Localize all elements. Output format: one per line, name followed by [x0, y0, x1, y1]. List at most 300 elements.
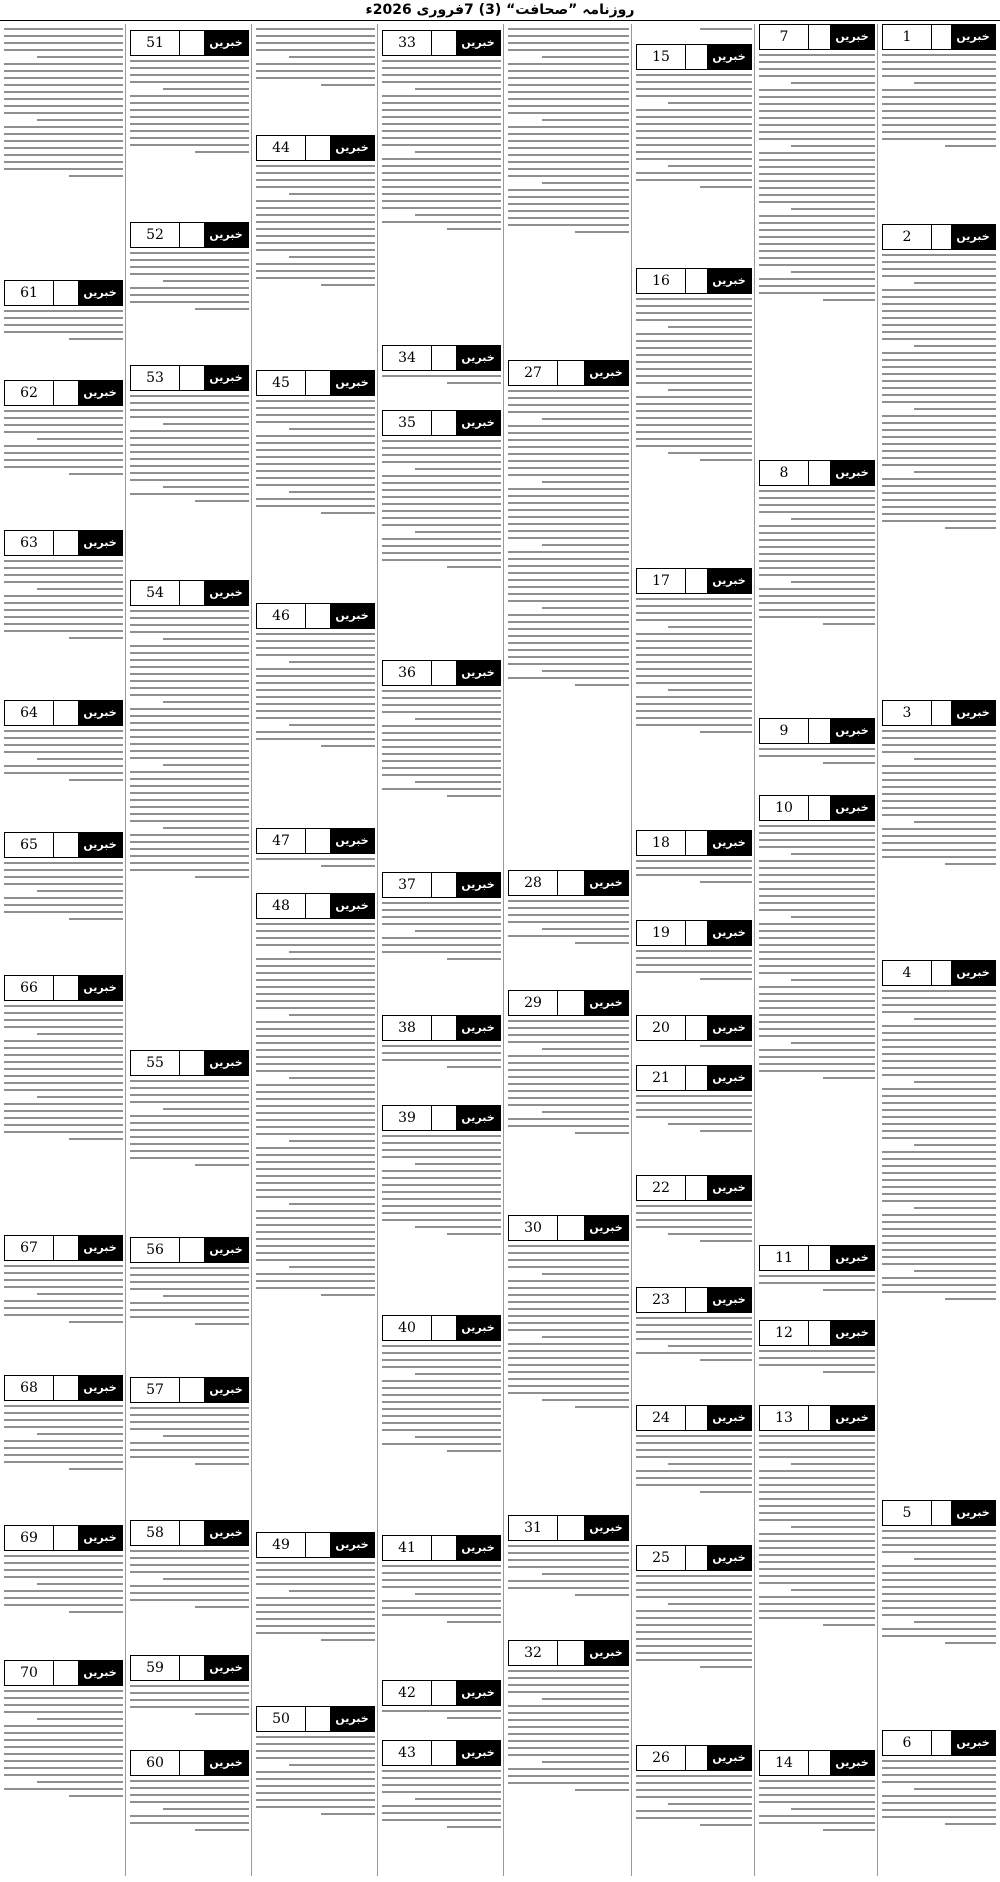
news-item-label: خبریں: [707, 1746, 751, 1770]
news-item-header-blank: [686, 1066, 707, 1090]
news-item-number: 47: [257, 829, 306, 853]
news-column: [757, 24, 878, 1876]
news-item-header-blank: [558, 1516, 584, 1540]
news-item-header-blank: [809, 1751, 830, 1775]
news-item-header: [636, 268, 752, 294]
news-item-text-block: [382, 1710, 501, 1736]
news-column: [506, 24, 632, 1876]
news-item-number: 25: [637, 1546, 686, 1570]
news-item-number: 50: [257, 1707, 306, 1731]
news-item-number: 22: [637, 1176, 686, 1200]
news-item-header-blank: [432, 661, 456, 685]
news-item-label: خبریں: [78, 1236, 122, 1260]
news-item: [636, 920, 752, 1011]
news-item-number: 53: [131, 366, 180, 390]
news-item-text-block: [130, 395, 249, 576]
news-column: [254, 24, 378, 1876]
news-item-header: [636, 1287, 752, 1313]
news-item-header-blank: [558, 991, 584, 1015]
news-item-label: خبریں: [951, 25, 995, 49]
news-item-header-blank: [686, 1546, 707, 1570]
news-item-text-block: [882, 54, 996, 220]
news-item-header: [382, 660, 501, 686]
news-item: [256, 828, 375, 889]
news-item-label: خبریں: [951, 1501, 995, 1525]
news-item-number: 13: [760, 1406, 809, 1430]
news-item: [382, 872, 501, 1011]
news-item-header: [4, 530, 123, 556]
news-item-header-blank: [809, 25, 830, 49]
news-item-header-blank: [686, 45, 707, 69]
news-item-header: [4, 1235, 123, 1261]
news-item-number: 28: [509, 871, 558, 895]
news-item-number: 41: [383, 1536, 432, 1560]
news-item-label: خبریں: [204, 366, 248, 390]
news-item-header: [636, 1405, 752, 1431]
news-item-text-block: [256, 28, 375, 131]
news-item-header: [508, 1515, 629, 1541]
news-item-number: 11: [760, 1246, 809, 1270]
news-item-label: خبریں: [456, 1536, 500, 1560]
news-item-header-blank: [686, 1406, 707, 1430]
news-item-text-block: [4, 862, 123, 971]
news-item-header: [759, 1245, 875, 1271]
news-item-label: خبریں: [330, 371, 374, 395]
news-item: [882, 1500, 996, 1726]
news-item-header: [508, 990, 629, 1016]
news-item-number: 30: [509, 1216, 558, 1240]
news-item: [636, 568, 752, 826]
news-item-text-block: [759, 490, 875, 714]
news-item-label: خبریں: [830, 796, 874, 820]
news-item-label: خبریں: [707, 831, 751, 855]
news-item-text-block: [636, 74, 752, 264]
news-item-header: [130, 222, 249, 248]
news-item-header: [382, 345, 501, 371]
news-item-header: [382, 1680, 501, 1706]
news-item-label: خبریں: [456, 1741, 500, 1765]
news-item-header: [256, 1706, 375, 1732]
news-item-label: خبریں: [204, 31, 248, 55]
news-item-label: خبریں: [204, 581, 248, 605]
news-item-header: [882, 24, 996, 50]
news-item-number: 58: [131, 1521, 180, 1545]
news-item-header: [882, 224, 996, 250]
news-item: [256, 1706, 375, 1872]
news-item: [4, 975, 123, 1231]
news-item-header: [130, 580, 249, 606]
news-item-header-blank: [432, 346, 456, 370]
news-item-header: [130, 30, 249, 56]
news-item-text-block: [130, 1685, 249, 1746]
news-item-header: [4, 380, 123, 406]
news-item-label: خبریں: [456, 1681, 500, 1705]
news-item-header: [256, 828, 375, 854]
news-item-header: [256, 1532, 375, 1558]
news-item-number: 49: [257, 1533, 306, 1557]
news-item-header-blank: [306, 894, 330, 918]
news-item-number: 27: [509, 361, 558, 385]
news-item-number: 14: [760, 1751, 809, 1775]
news-item-text-block: [882, 1760, 996, 1872]
news-item-text-block: [130, 1267, 249, 1373]
news-item-label: خبریں: [456, 661, 500, 685]
news-item-number: 12: [760, 1321, 809, 1345]
news-item-header: [4, 1660, 123, 1686]
news-item: [759, 460, 875, 714]
news-item-number: 40: [383, 1316, 432, 1340]
news-item-label: خبریں: [830, 1246, 874, 1270]
news-item-text-block: [382, 60, 501, 341]
news-item: [636, 1015, 752, 1061]
news-item-header-blank: [432, 31, 456, 55]
news-item-text-block: [382, 1345, 501, 1531]
news-item-text-block: [636, 1575, 752, 1741]
news-item-header: [636, 1065, 752, 1091]
news-item-label: خبریں: [78, 381, 122, 405]
news-item-label: خبریں: [330, 1533, 374, 1557]
news-item-label: خبریں: [456, 31, 500, 55]
news-item-label: خبریں: [707, 1176, 751, 1200]
news-item: [759, 718, 875, 791]
news-item-header-blank: [180, 1378, 204, 1402]
news-item-header: [759, 718, 875, 744]
news-item-text-block: [382, 1045, 501, 1101]
news-item-header-blank: [54, 1376, 78, 1400]
news-item-number: 31: [509, 1516, 558, 1540]
news-item-header-blank: [809, 461, 830, 485]
news-item-header-blank: [932, 1731, 951, 1755]
news-item: [508, 870, 629, 986]
news-item-header: [130, 1050, 249, 1076]
news-item: [130, 1750, 249, 1872]
news-item-label: خبریں: [951, 225, 995, 249]
news-column: [2, 24, 126, 1876]
news-item-header: [759, 24, 875, 50]
news-item: [636, 1745, 752, 1872]
news-item-number: 56: [131, 1238, 180, 1262]
news-item-number: 32: [509, 1641, 558, 1665]
news-item-header: [130, 1377, 249, 1403]
news-item-text-block: [4, 1555, 123, 1656]
news-item-text-block: [4, 410, 123, 526]
news-item-label: خبریں: [707, 921, 751, 945]
news-item-number: 6: [883, 1731, 932, 1755]
news-item-text-block: [256, 1562, 375, 1702]
news-item-header: [508, 360, 629, 386]
news-item-header-blank: [686, 921, 707, 945]
news-item-text-block: [256, 858, 375, 889]
news-item-header: [759, 460, 875, 486]
news-item-header-blank: [180, 1751, 204, 1775]
news-item: [882, 960, 996, 1496]
news-item-text-block: [4, 1005, 123, 1231]
news-item-label: خبریں: [951, 701, 995, 725]
news-item-number: 54: [131, 581, 180, 605]
news-item-header-blank: [54, 833, 78, 857]
news-item-header-blank: [686, 831, 707, 855]
news-item: [636, 1175, 752, 1283]
news-item-number: 20: [637, 1016, 686, 1040]
news-item-text-block: [256, 165, 375, 366]
news-item-header: [636, 830, 752, 856]
news-item-header-blank: [306, 136, 330, 160]
news-item-header: [636, 568, 752, 594]
news-item-number: 63: [5, 531, 54, 555]
news-item-header-blank: [54, 701, 78, 725]
news-item-header-blank: [306, 1533, 330, 1557]
news-item: [4, 530, 123, 696]
news-item-header: [382, 30, 501, 56]
news-item-header-blank: [686, 1016, 707, 1040]
news-item-number: 66: [5, 976, 54, 1000]
news-item: [4, 700, 123, 828]
news-item-text-block: [130, 1550, 249, 1651]
news-item-text-block: [636, 1045, 752, 1061]
news-item-header: [382, 1015, 501, 1041]
news-item-text-block: [636, 860, 752, 916]
news-item-text-block: [636, 598, 752, 826]
news-item-header: [636, 1175, 752, 1201]
news-item-label: خبریں: [456, 411, 500, 435]
news-item-number: 18: [637, 831, 686, 855]
news-column: [634, 24, 755, 1876]
news-item-number: 38: [383, 1016, 432, 1040]
news-item: [382, 660, 501, 868]
news-item: [636, 1065, 752, 1171]
news-item: [636, 44, 752, 264]
news-item-header: [256, 893, 375, 919]
news-item-header-blank: [54, 1526, 78, 1550]
news-item: [382, 345, 501, 406]
news-item-header-blank: [180, 1521, 204, 1545]
news-item: [508, 360, 629, 866]
news-item: [759, 1405, 875, 1746]
news-item-number: 15: [637, 45, 686, 69]
news-item-header-blank: [558, 1641, 584, 1665]
news-item-number: 70: [5, 1661, 54, 1685]
news-item-header-blank: [686, 269, 707, 293]
news-item-text-block: [382, 1135, 501, 1311]
news-item: [382, 1680, 501, 1736]
news-item-header-blank: [558, 361, 584, 385]
news-item-label: خبریں: [456, 346, 500, 370]
news-item-number: 2: [883, 225, 932, 249]
news-item-header-blank: [686, 1176, 707, 1200]
news-item-label: خبریں: [456, 1106, 500, 1130]
news-item-header-blank: [54, 281, 78, 305]
news-item-text-block: [382, 1770, 501, 1872]
news-item-number: 16: [637, 269, 686, 293]
news-item: [759, 1750, 875, 1872]
news-item-header: [382, 1740, 501, 1766]
news-item-header-blank: [809, 719, 830, 743]
news-item-header-blank: [432, 1316, 456, 1340]
news-item: [882, 24, 996, 220]
news-item-label: خبریں: [330, 829, 374, 853]
news-item-header-blank: [306, 604, 330, 628]
news-item-label: خبریں: [584, 991, 628, 1015]
news-item-header: [382, 1535, 501, 1561]
news-item-label: خبریں: [78, 531, 122, 555]
news-item-label: خبریں: [584, 1641, 628, 1665]
news-item-number: 23: [637, 1288, 686, 1312]
news-item-header: [382, 1105, 501, 1131]
news-item-label: خبریں: [330, 604, 374, 628]
news-item: [130, 222, 249, 361]
news-item-number: 68: [5, 1376, 54, 1400]
news-item-header: [882, 1500, 996, 1526]
news-item-number: 64: [5, 701, 54, 725]
news-item-header-blank: [809, 1406, 830, 1430]
news-item-header-blank: [432, 1741, 456, 1765]
news-item: [382, 410, 501, 656]
news-item-header-blank: [809, 1321, 830, 1345]
news-item: [759, 24, 875, 456]
news-item-text-block: [130, 252, 249, 361]
news-item-header-blank: [686, 1288, 707, 1312]
news-item-text-block: [130, 1780, 249, 1872]
news-item-header-blank: [686, 1746, 707, 1770]
news-continuation: [636, 24, 752, 40]
news-item-label: خبریں: [204, 1521, 248, 1545]
news-item: [882, 700, 996, 956]
news-item-text-block: [508, 28, 629, 356]
news-item-text-block: [382, 1565, 501, 1676]
news-continuation: [508, 24, 629, 356]
news-item-text-block: [759, 825, 875, 1241]
news-item: [636, 1287, 752, 1401]
news-item-text-block: [759, 1780, 875, 1872]
news-item-label: خبریں: [584, 1516, 628, 1540]
news-item-label: خبریں: [204, 1751, 248, 1775]
news-item-header: [882, 1730, 996, 1756]
news-item-header-blank: [54, 381, 78, 405]
news-item-header: [4, 1375, 123, 1401]
news-item-header: [4, 700, 123, 726]
news-item-text-block: [882, 1530, 996, 1726]
news-item-label: خبریں: [707, 45, 751, 69]
news-item-number: 51: [131, 31, 180, 55]
news-item-header-blank: [432, 1016, 456, 1040]
news-item-number: 9: [760, 719, 809, 743]
news-item-number: 59: [131, 1656, 180, 1680]
news-item-header: [636, 920, 752, 946]
news-item-label: خبریں: [456, 1016, 500, 1040]
news-item-header: [256, 603, 375, 629]
news-item-header: [4, 975, 123, 1001]
news-item-header-blank: [809, 796, 830, 820]
news-column: [380, 24, 504, 1876]
news-item-text-block: [508, 900, 629, 986]
news-item-label: خبریں: [830, 1751, 874, 1775]
news-item-number: 26: [637, 1746, 686, 1770]
news-item-header: [130, 1750, 249, 1776]
news-item: [759, 1245, 875, 1316]
news-item: [256, 603, 375, 824]
news-item-label: خبریں: [951, 961, 995, 985]
news-item: [508, 1215, 629, 1511]
news-item-header: [256, 370, 375, 396]
news-item: [382, 1015, 501, 1101]
news-item-text-block: [256, 923, 375, 1528]
news-item: [4, 1660, 123, 1872]
news-item-number: 42: [383, 1681, 432, 1705]
news-item-text-block: [882, 730, 996, 956]
news-item-number: 52: [131, 223, 180, 247]
news-item: [382, 1105, 501, 1311]
news-item-number: 46: [257, 604, 306, 628]
news-item-header-blank: [54, 531, 78, 555]
news-item-label: خبریں: [707, 1546, 751, 1570]
news-item-text-block: [636, 28, 752, 40]
news-item-header-blank: [306, 1707, 330, 1731]
news-item-label: خبریں: [830, 1321, 874, 1345]
news-item: [382, 1740, 501, 1872]
news-item-text-block: [130, 1407, 249, 1516]
news-item-header: [636, 1015, 752, 1041]
news-item-label: خبریں: [830, 25, 874, 49]
news-item-text-block: [4, 310, 123, 376]
news-item-number: 29: [509, 991, 558, 1015]
news-item-text-block: [759, 1435, 875, 1746]
news-item-header-blank: [686, 569, 707, 593]
news-item-header: [130, 1520, 249, 1546]
news-item-label: خبریں: [78, 701, 122, 725]
news-continuation: [256, 24, 375, 131]
news-item: [508, 990, 629, 1211]
news-item: [636, 1405, 752, 1541]
news-item-label: خبریں: [204, 223, 248, 247]
news-item-header: [759, 795, 875, 821]
news-item: [382, 1535, 501, 1676]
news-item-number: 17: [637, 569, 686, 593]
news-item-header: [759, 1750, 875, 1776]
news-item-header-blank: [54, 976, 78, 1000]
news-item-header-blank: [54, 1236, 78, 1260]
news-item-label: خبریں: [584, 1216, 628, 1240]
news-item-label: خبریں: [707, 1016, 751, 1040]
news-item-header: [882, 700, 996, 726]
news-item-text-block: [636, 1435, 752, 1541]
news-item-number: 34: [383, 346, 432, 370]
news-item-text-block: [759, 1275, 875, 1316]
news-item-number: 48: [257, 894, 306, 918]
news-item-label: خبریں: [830, 1406, 874, 1430]
news-item: [130, 1377, 249, 1516]
news-item-number: 3: [883, 701, 932, 725]
news-item-label: خبریں: [78, 976, 122, 1000]
news-column: [128, 24, 252, 1876]
news-item-header: [256, 135, 375, 161]
news-item-label: خبریں: [707, 269, 751, 293]
news-item-header-blank: [180, 31, 204, 55]
news-item: [508, 1640, 629, 1872]
news-item-label: خبریں: [78, 281, 122, 305]
news-item-header-blank: [180, 223, 204, 247]
news-item-text-block: [636, 950, 752, 1011]
news-item: [130, 1237, 249, 1373]
news-item-text-block: [508, 1670, 629, 1872]
news-item-text-block: [130, 1080, 249, 1233]
news-item-header: [636, 1545, 752, 1571]
news-item-text-block: [4, 1265, 123, 1371]
news-item-text-block: [882, 254, 996, 696]
news-item-header: [130, 365, 249, 391]
news-item-header-blank: [932, 25, 951, 49]
news-item-label: خبریں: [78, 1526, 122, 1550]
news-item-header-blank: [432, 1681, 456, 1705]
